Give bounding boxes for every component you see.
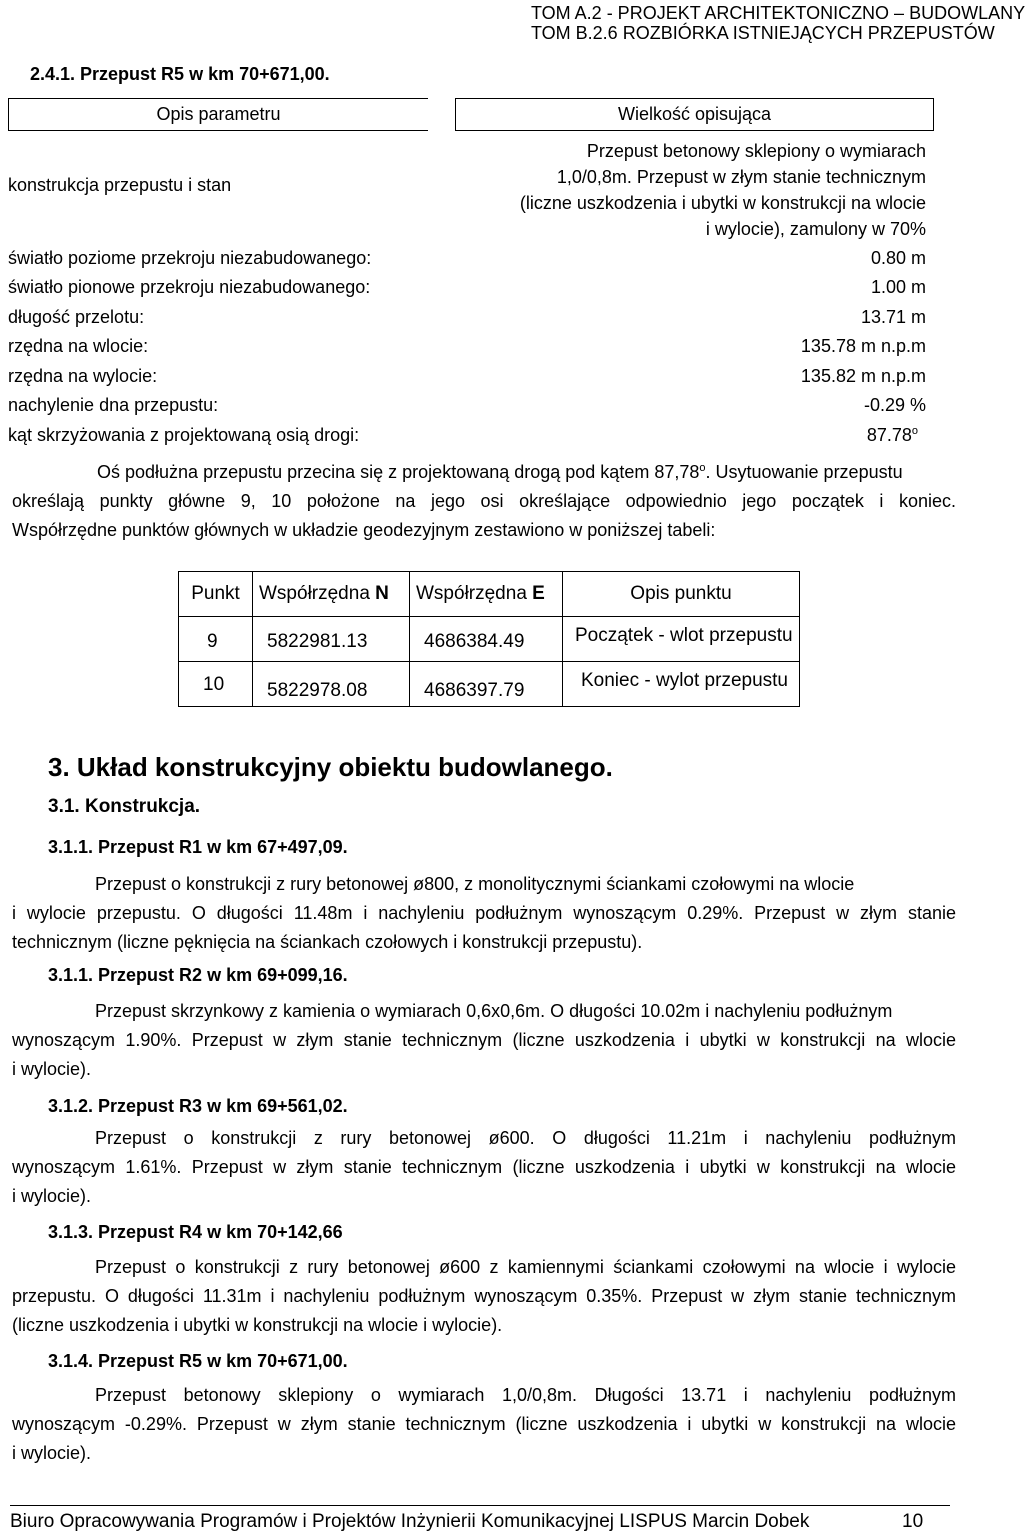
table-row — [179, 617, 800, 662]
param-label: długość przelotu: — [8, 307, 145, 327]
document-header — [531, 3, 1025, 43]
item-body: Przepust o konstrukcji z rury betonowej ø600 z kamiennymi ściankami czołowymi na wlocie i wylocie przepustu. O długości 11.31m i nachyleniu podłużnym wynoszącym 0.35%. Przepust w złym stanie technicznym (liczne uszkodzenia i ubytki w konstrukcji na wlocie i wylocie). — [12, 1257, 956, 1335]
param-label: światło poziome przekroju niezabudowanego: — [8, 248, 372, 268]
param-label: nachylenie dna przepustu: — [8, 395, 219, 415]
item-body: Przepust o konstrukcji z rury betonowej ø800, z monolitycznymi ściankami czołowymi na wlocie i wylocie przepustu. O długości 11.48m i nachyleniu podłużnym wynoszącym 0.29%. Przepust w złym stanie technicznym (liczne pęknięcia na ściankach czołowych i konstrukcji przepustu). — [12, 874, 956, 952]
coords-header-row — [179, 572, 800, 617]
coords-header-punkt: Punkt — [179, 572, 253, 617]
coords-header-n: Współrzędna N — [253, 572, 410, 617]
cell-punkt: 10 — [179, 662, 253, 707]
table-row — [179, 662, 800, 707]
param-value: 13.71 m — [860, 307, 926, 327]
cell-opis: Początek - wlot przepustu — [563, 617, 800, 662]
param-value: 0.80 m — [870, 248, 926, 268]
intro-line-2: określają punkty główne 9, 10 położone na jego osi określające odpowiednio jego początek i koniec. — [12, 491, 956, 511]
coords-header-e: Współrzędna E — [410, 572, 563, 617]
param-value: -0.29 % — [863, 395, 926, 415]
param-header-value: Wielkość opisująca — [455, 98, 934, 131]
param-value: Przepust betonowy sklepiony o wymiarach 1,0/0,8m. Przepust w złym stanie technicznym (liczne uszkodzenia i ubytki w konstrukcji na wlocie i wylocie), zamulony w 70% — [519, 141, 926, 239]
chapter-title: 3. Układ konstrukcyjny obiektu budowlanego. — [48, 752, 613, 782]
cell-e: 4686384.49 — [410, 617, 563, 662]
cell-opis: Koniec - wylot przepustu — [563, 662, 800, 707]
item-body: Przepust o konstrukcji z rury betonowej ø600. O długości 11.21m i nachyleniu podłużnym wynoszącym 1.61%. Przepust w złym stanie technicznym (liczne uszkodzenia i ubytki w konstrukcji na wlocie i wylocie). — [12, 1128, 956, 1206]
item-body: Przepust betonowy sklepiony o wymiarach 1,0/0,8m. Długości 13.71 i nachyleniu podłużnym wynoszącym -0.29%. Przepust w złym stanie technicznym (liczne uszkodzenia i ubytki w konstrukcji na wlocie i wylocie). — [12, 1385, 956, 1463]
param-value: 135.82 m n.p.m — [800, 366, 926, 386]
param-header-desc: Opis parametru — [8, 98, 428, 131]
param-value: 135.78 m n.p.m — [800, 336, 926, 356]
footer-text: Biuro Opracowywania Programów i Projektów Inżynierii Komunikacyjnej LISPUS Marcin Dobek — [10, 1511, 810, 1532]
item-title: 3.1.1. Przepust R2 w km 69+099,16. — [48, 965, 348, 985]
item-body: Przepust skrzynkowy z kamienia o wymiarach 0,6x0,6m. O długości 10.02m i nachyleniu podłużnym wynoszącym 1.90%. Przepust w złym stanie technicznym (liczne uszkodzenia i ubytki w konstrukcji na wlocie i wylocie). — [12, 1001, 956, 1079]
intro-line-3: Współrzędne punktów głównych w układzie geodezyjnym zestawiono w poniższej tabeli: — [12, 520, 716, 540]
header-line-2: TOM B.2.6 ROZBIÓRKA ISTNIEJĄCYCH PRZEPUSTÓW — [531, 23, 995, 43]
page-number: 10 — [902, 1511, 924, 1532]
param-label: rzędna na wlocie: — [8, 336, 149, 356]
header-line-1: TOM A.2 - PROJEKT ARCHITEKTONICZNO – BUDOWLANY — [531, 3, 1025, 23]
intro-paragraph — [12, 454, 956, 545]
param-value: 87.78$^o$ — [866, 425, 918, 445]
param-label: światło pionowe przekroju niezabudowanego: — [8, 277, 371, 297]
param-label: konstrukcja przepustu i stan — [8, 175, 232, 195]
cell-e: 4686397.79 — [410, 662, 563, 707]
cell-punkt: 9 — [179, 617, 253, 662]
item-title: 3.1.3. Przepust R4 w km 70+142,66 — [48, 1222, 343, 1242]
subsection-title: 3.1. Konstrukcja. — [48, 796, 201, 817]
item-title: 3.1.1. Przepust R1 w km 67+497,09. — [48, 837, 348, 857]
item-title: 3.1.2. Przepust R3 w km 69+561,02. — [48, 1096, 348, 1116]
item-title: 3.1.4. Przepust R5 w km 70+671,00. — [48, 1351, 348, 1371]
param-label: rzędna na wylocie: — [8, 366, 158, 386]
section-heading: 2.4.1. Przepust R5 w km 70+671,00. — [30, 64, 330, 84]
coords-header-opis: Opis punktu — [563, 572, 800, 617]
intro-line-1: Oś podłużna przepustu przecina się z projektowaną drogą pod kątem 87,78$^o$. Usytuowanie przepustu — [97, 462, 903, 482]
footer-divider — [10, 1505, 950, 1506]
param-label: kąt skrzyżowania z projektowaną osią drogi: — [8, 425, 360, 445]
cell-n: 5822981.13 — [253, 617, 410, 662]
cell-n: 5822978.08 — [253, 662, 410, 707]
coordinates-table — [178, 571, 800, 707]
param-value: 1.00 m — [870, 277, 926, 297]
